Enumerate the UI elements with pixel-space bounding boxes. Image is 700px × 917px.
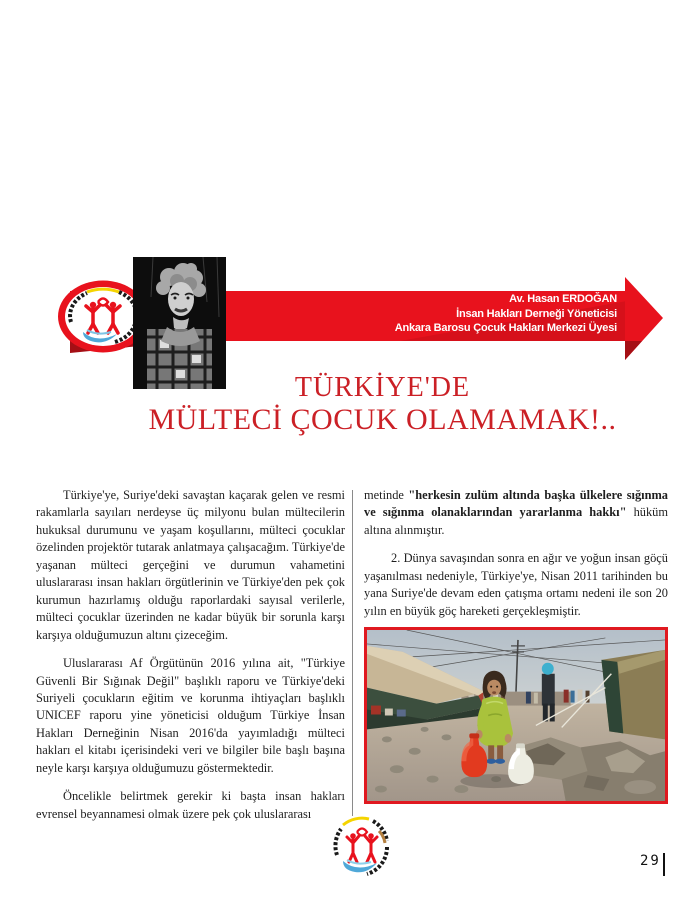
article-title-line1: TÜRKİYE'DE: [294, 372, 471, 403]
left-column: [36, 487, 345, 823]
author-credit: [260, 292, 617, 336]
article-title: [115, 372, 650, 436]
page-number-value: 29: [640, 853, 661, 869]
author-role-2: Ankara Barosu Çocuk Hakları Merkezi Üyesi: [394, 322, 617, 334]
quoted-right-emphasis: "herkesin zulüm altında başka ülkelere sığınma ve sığınma olanaklarından yararlanma hakkı": [364, 488, 669, 520]
paragraph: 2. Dünya savaşından sonra en ağır ve yoğun insan göçü yaşanılması nedeniyle, Türkiye'ye, Nisan 2011 tarihinden bu yana Suriye'de devam eden çatışma ortamı nedeni ile son 20 yılın en büyük göç hareketi gerçekleşmiştir.: [364, 551, 668, 618]
author-role-1: İnsan Hakları Derneği Yöneticisi: [456, 307, 617, 320]
paragraph: Türkiye'ye, Suriye'deki savaştan kaçarak gelen ve resmi rakamlarla sayıları nerdeyse üç milyonu bulan mültecilerin hukuksal durumunu ve yaşam koşullarını, mülteci çocuklar özelinden projektör tutarak anlatmaya çalışacağım. Türkiye'de yaşanan mülteci gerçeğini ve durumun vahametini uluslararası insan hakları örgütlerinin ve Türkiye'den pek çok kurumun hazırlamış olduğu raporlardaki sayısal verilerle, mülteci çocuklar üzerinden ne kadar büyük bir sorunla karşı karşıya olduğumuzun altını çizeceğim.: [36, 488, 345, 642]
page-number-rule: [663, 853, 665, 876]
paragraph-text: hüküm altına alınmıştır.: [364, 505, 668, 537]
author-name: Av. Hasan ERDOĞAN: [509, 293, 617, 305]
right-column: [364, 487, 668, 804]
paragraph: Uluslararası Af Örgütünün 2016 yılına ait, "Türkiye Güvenli Bir Sığınak Değil" başlıklı raporu ve Türkiye'deki Suriyeli çocukların eğitim ve korunma ihtiyaçları başlıklı UNICEF raporu yine yöneticisi olduğum Türkiye İnsan Hakları Derneğinin Nisan 2016'da yayımladığı mülteci hakları el kitabı içerisindeki veri ve bilgiler bile başlı başına neyle karşı karşıya olduğumuzu göstermektedir.: [36, 656, 345, 775]
paragraph: Öncelikle belirtmek gerekir ki başta insan hakları evrensel beyannamesi olmak üzere pek çok uluslararası: [36, 789, 345, 821]
association-logo-footer: [329, 815, 395, 881]
page-number: [640, 853, 665, 876]
paragraph-text: metinde: [364, 488, 409, 502]
paragraph: [364, 487, 668, 539]
author-photo: [133, 257, 226, 389]
article-title-line2: MÜLTECİ ÇOCUK OLAMAMAK!..: [148, 403, 617, 436]
refugee-camp-photo: [364, 627, 668, 804]
column-divider: [352, 490, 353, 816]
refugee-camp-photo-art: [367, 630, 665, 801]
